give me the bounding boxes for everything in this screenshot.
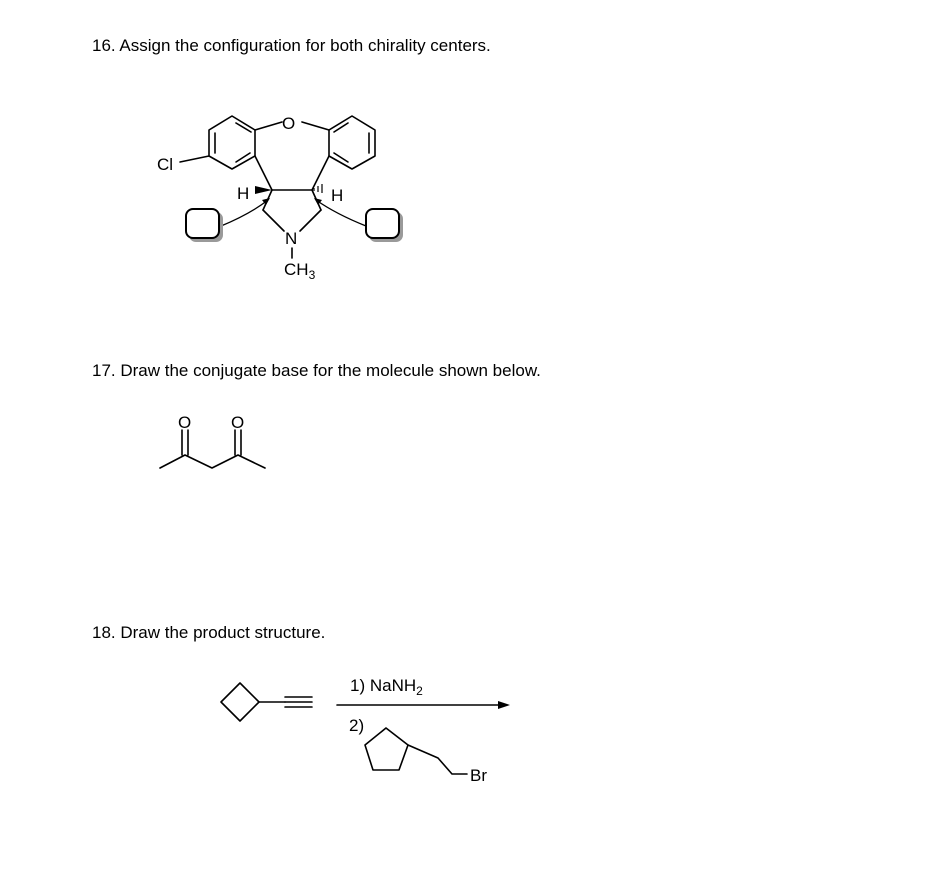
carbonyl-oxygen-left: O	[178, 413, 192, 432]
question-16-prompt: 16. Assign the configuration for both chirality centers.	[92, 36, 491, 55]
h-left-label: H	[237, 184, 250, 203]
reagent-step-2-label: 2)	[349, 716, 365, 735]
cyclopentane-ring	[365, 728, 408, 770]
chlorine-label: Cl	[157, 155, 174, 174]
reagent-step-1: 1) NaNH$_2$	[350, 676, 423, 698]
h-right-label: H	[331, 186, 344, 205]
question-17-prompt: 17. Draw the conjugate base for the molecule shown below.	[92, 361, 541, 380]
methyl-label: $CH_3$	[284, 260, 316, 282]
nitrogen-label: N	[285, 229, 298, 248]
alkyl-chain	[408, 745, 467, 774]
question-18-prompt: 18. Draw the product structure.	[92, 623, 326, 642]
oxygen-label: O	[282, 114, 296, 133]
cyclobutane-ring	[221, 683, 259, 721]
bromine-label: Br	[470, 766, 487, 785]
carbonyl-oxygen-right: O	[231, 413, 245, 432]
